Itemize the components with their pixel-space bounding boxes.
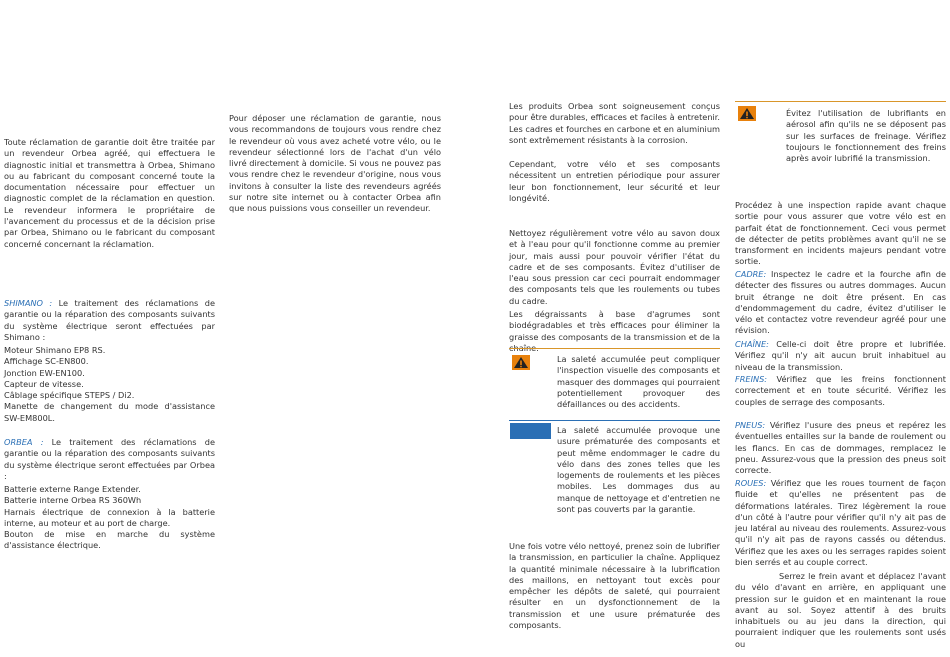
list-item: Batterie externe Range Extender. [4, 484, 141, 494]
warning-triangle-icon [738, 106, 756, 121]
chain-label: CHAÎNE: [735, 339, 769, 349]
column-1 [4, 137, 215, 250]
lubrication-section [509, 541, 720, 631]
list-item: Manette de changement du mode d'assistance SW-EM800L. [4, 401, 215, 423]
warning-text: La saleté accumulée peut compliquer l'inspection visuelle des composants et masquer des dommages qui pourraient potentiellement provoquer des défaillances ou des accidents. [557, 354, 720, 410]
column-2 [229, 113, 441, 215]
brakes-paragraph [735, 374, 946, 408]
brakes-label: FREINS: [735, 374, 768, 384]
frame-text: Inspectez le cadre et la fourche afin de détecter des fissures ou autres dommages. Aucun bruit étrange ne doit être présent. En cas d'endommagement du cadre, évitez d'utiliser le vélo et contactez votre revendeur agréé pour une révision. [735, 269, 946, 336]
shimano-paragraph [4, 298, 215, 343]
wheels-text: Vérifiez que les roues tournent de façon fluide et qu'elles ne présentent pas de déformations latérales. Tirez légèrement la roue d'un côté à l'autre pour vérifier qu'il n'y ait pas de jeu latéral au niveau des roulements. Assurez-vous qu'il n'y ait pas de rayons cassés ou détendus. Vérifiez que les axes ou les serrages rapides soient bien serrés et au couple correct. [735, 478, 946, 568]
tires-paragraph [735, 420, 946, 476]
maintenance-paragraph: Cependant, votre vélo et ses composants nécessitent un entretien périodique pour assurer leur bon fonctionnement, leur sécurité et leur longévité. [509, 159, 720, 203]
brakes-text: Vérifiez que les freins fonctionnent correctement et en toute sécurité. Vérifiez les couples de serrage des composants. [735, 374, 946, 407]
wheels-check [735, 478, 946, 568]
shimano-text: Le traitement des réclamations de garantie ou la réparation des composants suivants du système électrique seront effectuées par Shimano : [4, 298, 215, 342]
list-item: Moteur Shimano EP8 RS. [4, 345, 106, 355]
frame-paragraph [735, 269, 946, 337]
wheels-paragraph [735, 478, 946, 568]
tires-check [735, 420, 946, 476]
shimano-list [4, 345, 215, 424]
list-item: Bouton de mise en marche du système d'assistance électrique. [4, 529, 215, 551]
warning-text: Évitez l'utilisation de lubrifiants en aérosol afin qu'ils ne se déposent pas sur les surfaces de freinage. Vérifiez toujours le fonctionnement des freins après avoir lubrifié la transmission. [786, 108, 946, 164]
orbea-label: ORBEA : [4, 437, 44, 447]
claim-paragraph: Pour déposer une réclamation de garantie, nous vous recommandons de toujours vous rendre chez le revendeur où vous avez acheté votre vélo, ou le revendeur sélectionné lors de l'achat d'un vélo livré directement à domicile. Si vous ne pouvez pas vous rendre chez le revendeur d'origine, nous vous invitons à consulter la liste des revendeurs agréés sur notre site internet ou à contacter Orbea afin que nous puissions vous conseiller un revendeur. [229, 113, 441, 214]
list-item: Batterie interne Orbea RS 360Wh [4, 495, 142, 506]
notice-box-wear [509, 420, 720, 515]
warning-triangle-icon [512, 355, 530, 370]
tires-text: Vérifiez l'usure des pneus et repérez les éventuelles entailles sur la bande de roulement ou les flancs. En cas de dommages, remplacez le pneu. Assurez-vous que la pression des pneus soit correcte. [735, 420, 946, 476]
degreaser-paragraph: Les dégraissants à base d'agrumes sont biodégradables et très efficaces pour éliminer la graisse des composants de la transmission et de la chaîne. [509, 309, 720, 353]
inspection-intro [735, 200, 946, 268]
maintenance-intro-2 [509, 159, 720, 204]
orbea-text: Le traitement des réclamations de garantie ou la réparation des composants suivants du système électrique seront effectuées par Orbea : [4, 437, 215, 481]
cleaning-section [509, 228, 720, 307]
cleaning-paragraph: Nettoyez régulièrement votre vélo au savon doux et à l'eau pour qu'il fonctionne comme au premier jour, mais aussi pour pouvoir vérifier l'état du cadre et de ses composants. Évitez d'utiliser de l'eau sous pression car ceci pourrait endommager des composants tels que les roulements ou tubes du cadre. [509, 228, 720, 306]
frame-check [735, 269, 946, 337]
chain-paragraph [735, 339, 946, 373]
steering-check [735, 571, 946, 650]
steering-paragraph: Serrez le frein avant et déplacez l'avant du vélo d'avant en arrière, en appliquant une pression sur le guidon et en maintenant la roue avant au sol. Soyez attentif à des bruits inhabituels ou au jeu dans la direction, qui pourraient indiquer que les roulements sont usés ou [735, 571, 946, 649]
orbea-section [4, 437, 215, 482]
list-item: Câblage spécifique STEPS / Di2. [4, 390, 135, 401]
notice-text: La saleté accumulée provoque une usure prématurée des composants et peut même endommager le cadre du vélo dans des zones telles que les logements de roulements et les pièces mobiles. Les dommages dus au manque de nettoyage et d'entretien ne sont pas couverts par la garantie. [557, 425, 720, 515]
chain-check [735, 339, 946, 373]
warranty-dealer-paragraph: Toute réclamation de garantie doit être traitée par un revendeur Orbea agréé, qui effectuera le diagnostic initial et transmettra à Orbea, Shimano ou au fabricant du composant concerné toute la documentation nécessaire pour effectuer un diagnostic complet de la réclamation en question. Le revendeur informera le propriétaire de l'avancement du processus et de la décision prise par Orbea, Shimano ou le fabricant du composant concerné concernant la réclamation. [4, 137, 215, 249]
shimano-label: SHIMANO : [4, 298, 53, 308]
orbea-list [4, 484, 215, 552]
tires-label: PNEUS: [735, 420, 766, 430]
frame-label: CADRE: [735, 269, 767, 279]
list-item: Harnais électrique de connexion à la batterie interne, au moteur et au port de charge. [4, 506, 215, 528]
notice-marker [510, 423, 551, 439]
list-item: Jonction EW-EN100. [4, 367, 85, 378]
lubrication-paragraph: Une fois votre vélo nettoyé, prenez soin de lubrifier la transmission, en particulier la chaîne. Appliquez la quantité minimale nécessaire à la lubrification des maillons, en nettoyant tout excès pour empêcher les dépôts de saleté, qui pourraient résulter en un dysfonctionnement de la transmission et une usure prématurée des composants. [509, 541, 720, 631]
list-item: Affichage SC-EN800. [4, 356, 89, 367]
maintenance-intro [509, 101, 720, 146]
orbea-paragraph [4, 437, 215, 482]
intro-paragraph: Les produits Orbea sont soigneusement conçus pour être durables, efficaces et faciles à entretenir. Les cadres et fourches en carbone et en aluminium sont extrêmement résistants à la corrosion. [509, 101, 720, 145]
inspection-paragraph: Procédez à une inspection rapide avant chaque sortie pour vous assurer que votre vélo est en parfait état de fonctionnement. Ceci vous permet de détecter de petits problèmes avant qu'il ne se transforment en incidents majeurs pendant votre sortie. [735, 200, 946, 267]
brakes-check [735, 374, 946, 408]
list-item: Capteur de vitesse. [4, 378, 84, 389]
shimano-section [4, 298, 215, 343]
warning-box-aerosol [735, 101, 946, 164]
warning-box-dirt [509, 348, 720, 417]
chain-text: Celle-ci doit être propre et lubrifiée. Vérifiez qu'il n'y ait aucun bruit inhabituel au niveau de la transmission. [735, 339, 946, 372]
wheels-label: ROUES: [735, 478, 767, 488]
